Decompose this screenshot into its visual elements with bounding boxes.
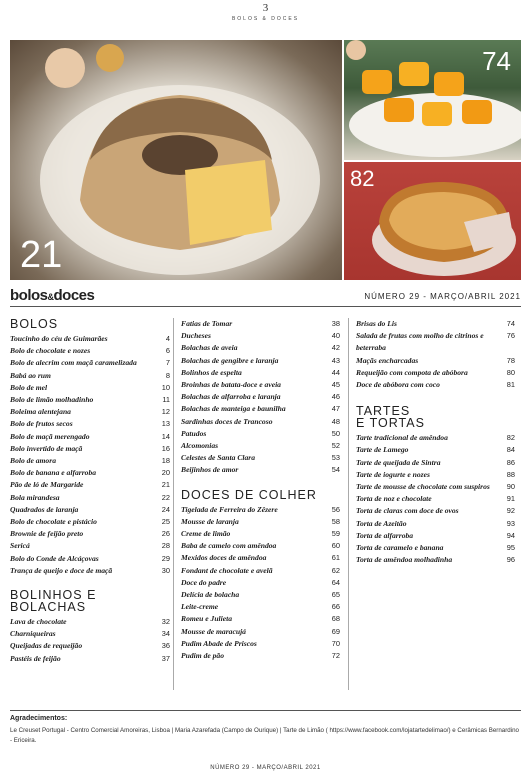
toc-entry-page: 40 (331, 331, 340, 341)
page-footer: NÚMERO 29 - MARÇO/ABRIL 2021 (210, 765, 321, 771)
magazine-logo: bolos&doces (10, 287, 95, 304)
toc-entry-page: 68 (331, 614, 340, 624)
section-title: DOCES DE COLHER (181, 487, 317, 502)
toc-entry-title: Bolo de amora (10, 456, 56, 466)
toc-entry (10, 455, 170, 467)
toc-entry (181, 540, 340, 552)
toc-entry-page: 91 (506, 494, 515, 504)
toc-entry-page: 6 (165, 346, 170, 356)
toc-entry-title: Bolo de mel (10, 382, 48, 392)
toc-entry (10, 418, 170, 430)
toc-entry (356, 518, 515, 530)
toc-entry-page: 45 (331, 380, 340, 390)
toc-entry-page: 13 (161, 419, 170, 429)
toc-entry-title: Beijinhos de amor (181, 465, 239, 475)
toc-entry-title: Ducheses (181, 331, 211, 341)
toc-entry (356, 318, 515, 330)
toc-column-1 (10, 318, 170, 677)
toc-entry-page: 24 (161, 504, 170, 514)
toc-entry-title: Boleima alentejana (10, 407, 71, 417)
toc-entry-page: 34 (161, 629, 170, 639)
toc-entry-page: 64 (331, 577, 340, 587)
toc-entry (10, 640, 170, 652)
toc-entry-page: 10 (161, 382, 170, 392)
toc-entry-page: 42 (331, 343, 340, 353)
toc-entry-title: Delícia de bolacha (181, 590, 240, 600)
issue-label: NÚMERO 29 - MARÇO/ABRIL 2021 (364, 292, 521, 301)
toc-entry-title: Doce de abóbora com coco (356, 380, 440, 390)
toc-entry (356, 330, 515, 354)
toc-entry-title: Mexidos doces de amêndoa (181, 553, 267, 563)
toc-entry (10, 370, 170, 382)
column-divider (348, 318, 349, 690)
toc-entry (181, 504, 340, 516)
section-bolinhos-cont (181, 318, 340, 477)
section-title: BOLINHOS E BOLACHAS (10, 588, 97, 615)
page-ref-number: 82 (350, 166, 375, 191)
toc-entry-page: 60 (331, 541, 340, 551)
toc-entry-page: 4 (165, 334, 170, 343)
toc-entry-page: 47 (331, 404, 340, 414)
toc-list (181, 318, 340, 477)
toc-entry (356, 379, 515, 391)
toc-entry-title: Sardinhas doces de Trancoso (181, 416, 273, 426)
toc-entry-page: 72 (331, 651, 340, 661)
toc-entry (10, 431, 170, 443)
toc-entry-title: Tarte tradicional de amêndoa (356, 433, 448, 443)
toc-entry-title: Tarte de mousse de chocolate com suspiros (356, 482, 490, 492)
toc-entry (181, 428, 340, 440)
toc-entry-title: Tarte de queijada de Sintra (356, 457, 441, 467)
toc-entry-page: 70 (331, 638, 340, 648)
toc-entry-title: Creme de limão (181, 529, 231, 539)
toc-entry-title: Tarte de iogurte e nozes (356, 469, 430, 479)
toc-entry (356, 530, 515, 542)
toc-entry-title: Sericá (10, 541, 30, 551)
acknowledgements-title: Agradecimentos: (10, 715, 68, 722)
masthead (10, 287, 521, 305)
toc-entry-title: Bolo de banana e alfarroba (10, 468, 97, 478)
toc-entry (10, 540, 170, 552)
toc-entry (181, 452, 340, 464)
toc-entry (356, 432, 515, 444)
running-header: BOLOS & DOCES (231, 16, 300, 22)
toc-entry (10, 443, 170, 455)
toc-list (356, 432, 515, 566)
toc-entry-page: 29 (161, 553, 170, 563)
toc-entry (356, 457, 515, 469)
toc-list (10, 616, 170, 665)
toc-entry (10, 504, 170, 516)
toc-entry-page: 43 (331, 355, 340, 365)
toc-entry (181, 577, 340, 589)
toc-entry (181, 318, 340, 330)
toc-entry-page: 18 (161, 456, 170, 466)
toc-entry (356, 444, 515, 456)
toc-entry (181, 367, 340, 379)
toc-entry-page: 37 (161, 653, 170, 663)
toc-entry (181, 416, 340, 428)
toc-entry-title: Celestes de Santa Clara (181, 453, 256, 463)
toc-entry-page: 12 (161, 407, 170, 417)
toc-entry-title: Bolo de limão molhadinho (10, 395, 94, 405)
toc-entry-title: Torta de caramelo e banana (356, 543, 444, 553)
toc-entry-page: 16 (161, 443, 170, 453)
toc-entry-title: Alcomonias (181, 441, 219, 451)
toc-entry-title: Torta de alfarroba (356, 530, 414, 540)
toc-entry (181, 601, 340, 613)
toc-entry-title: Torta de claras com doce de ovos (356, 506, 459, 516)
toc-entry-title: Bolachas de aveia (181, 343, 238, 353)
toc-entry-page: 25 (161, 517, 170, 527)
toc-entry-title: Toucinho do céu de Guimarães (10, 334, 108, 343)
toc-entry-title: Bolo do Conde de Alcáçovas (10, 553, 99, 563)
toc-entry-title: Requeijão com compota de abóbora (356, 367, 468, 377)
toc-entry-title: Brisas do Lis (356, 319, 397, 328)
toc-entry (10, 357, 170, 369)
toc-entry (181, 440, 340, 452)
toc-entry-page: 53 (331, 453, 340, 463)
toc-entry-title: Leite-creme (181, 602, 219, 612)
toc-entry (10, 345, 170, 357)
toc-entry-page: 28 (161, 541, 170, 551)
toc-entry-title: Maçãs encharcadas (356, 355, 419, 365)
page-number: 3 (262, 2, 269, 14)
toc-entry (181, 379, 340, 391)
toc-entry (181, 516, 340, 528)
toc-entry (10, 628, 170, 640)
toc-entry (181, 391, 340, 403)
toc-entry-title: Queijadas de requeijão (10, 641, 83, 651)
tart-photo (344, 162, 521, 280)
toc-entry (181, 565, 340, 577)
toc-entry-page: 44 (331, 367, 340, 377)
toc-entry-title: Charniqueiras (10, 629, 56, 639)
toc-entry-title: Romeu e Julieta (181, 614, 233, 624)
toc-entry-page: 56 (331, 504, 340, 514)
toc-entry-title: Bolo invertido de maçã (10, 443, 83, 453)
toc-entry-title: Torta de noz e chocolate (356, 494, 432, 504)
toc-entry (181, 626, 340, 638)
toc-entry (356, 355, 515, 367)
toc-entry-title: Bolinhos de espelta (181, 367, 242, 377)
toc-entry-title: Bolo de alecrim com maçã caramelizada (10, 358, 137, 368)
toc-list (10, 333, 170, 577)
toc-entry (356, 493, 515, 505)
toc-entry (356, 469, 515, 481)
page-ref-number: 74 (482, 46, 511, 76)
toc-entry-title: Fatias de Tomar (181, 319, 233, 328)
section-bolinhos (10, 589, 170, 665)
toc-entry-page: 96 (506, 555, 515, 565)
toc-entry-title: Pudim Abade de Priscos (181, 638, 257, 648)
toc-entry-title: Bolachas de gengibre e laranja (181, 355, 279, 365)
section-bolos (10, 318, 170, 577)
toc-entry-page: 14 (161, 431, 170, 441)
toc-entry-page: 7 (165, 358, 170, 368)
toc-entry (10, 565, 170, 577)
divider (10, 306, 521, 307)
toc-entry-page: 81 (506, 380, 515, 390)
toc-entry (181, 330, 340, 342)
toc-entry-page: 38 (331, 319, 340, 328)
toc-entry-page: 58 (331, 516, 340, 526)
toc-column-2 (181, 318, 340, 674)
toc-entry-title: Bolachas de manteiga e baunilha (181, 404, 286, 414)
toc-entry-title: Salada de frutas com molho de citrinos e beterraba (356, 331, 484, 353)
section-tartes (356, 405, 515, 566)
toc-entry-title: Quadrados de laranja (10, 504, 79, 514)
divider (10, 710, 521, 711)
toc-entry-page: 90 (506, 482, 515, 492)
toc-entry-title: Mousse de laranja (181, 516, 239, 526)
toc-entry (356, 542, 515, 554)
toc-entry (356, 481, 515, 493)
toc-entry-title: Pão de ló de Margaride (10, 480, 84, 490)
page-ref-number: 21 (20, 234, 63, 276)
toc-entry-title: Bolo de chocolate e pistácio (10, 517, 97, 527)
toc-entry-title: Patudos (181, 428, 207, 438)
section-colher-cont (356, 318, 515, 391)
toc-entry (181, 403, 340, 415)
toc-entry (356, 367, 515, 379)
toc-entry-page: 76 (506, 331, 515, 341)
toc-entry-title: Bolo de frutos secos (10, 419, 73, 429)
toc-list (181, 504, 340, 663)
toc-entry-page: 22 (161, 492, 170, 502)
toc-entry (10, 516, 170, 528)
acknowledgements-text: Le Creuset Portugal - Centro Comercial Amoreiras, Lisboa | Maria Azarefada (Campo de Ourique) | Tarte de Limão ( https://www.facebook.com/lojatartedelimao/) e Cerâmicas Bernardino - Ericeira. (10, 727, 519, 744)
toc-entry-page: 50 (331, 428, 340, 438)
toc-entry-page: 93 (506, 518, 515, 528)
toc-entry-page: 82 (506, 433, 515, 443)
toc-entry (181, 589, 340, 601)
cake-photo (10, 40, 342, 280)
toc-entry (10, 406, 170, 418)
toc-entry-title: Pastéis de feijão (10, 653, 61, 663)
toc-entry (181, 528, 340, 540)
toc-entry (356, 554, 515, 566)
toc-entry (181, 355, 340, 367)
toc-entry-page: 54 (331, 465, 340, 475)
toc-entry-title: Trança de queijo e doce de maçã (10, 565, 113, 575)
toc-entry-title: Torta de amêndoa molhadinha (356, 555, 453, 565)
sweets-photo (344, 40, 521, 160)
toc-entry (181, 342, 340, 354)
toc-entry-title: Lava de chocolate (10, 617, 67, 627)
toc-entry-title: Doce do padre (181, 577, 227, 587)
toc-entry (10, 492, 170, 504)
toc-entry (10, 528, 170, 540)
toc-entry-page: 48 (331, 416, 340, 426)
toc-entry-title: Fondant de chocolate e avelã (181, 565, 273, 575)
toc-entry-title: Babá ao rum (10, 370, 51, 380)
toc-entry-page: 61 (331, 553, 340, 563)
toc-entry-title: Bola mirandesa (10, 492, 60, 502)
toc-column-3 (356, 318, 515, 578)
toc-entry-page: 8 (165, 370, 170, 380)
section-title: TARTES E TORTAS (356, 404, 425, 431)
toc-entry-page: 26 (161, 529, 170, 539)
toc-entry-page: 66 (331, 602, 340, 612)
toc-entry (356, 505, 515, 517)
toc-entry-page: 92 (506, 506, 515, 516)
toc-entry (181, 638, 340, 650)
toc-entry-title: Pudim de pão (181, 651, 225, 661)
toc-entry-page: 86 (506, 457, 515, 467)
toc-entry-title: Torta de Azeitão (356, 518, 407, 528)
toc-entry-title: Bolachas de alfarroba e laranja (181, 392, 281, 402)
toc-entry-title: Brownie de feijão preto (10, 529, 84, 539)
toc-entry-page: 74 (506, 319, 515, 328)
toc-entry (10, 333, 170, 345)
toc-entry-page: 94 (506, 530, 515, 540)
toc-entry-title: Tigelada de Ferreira do Zêzere (181, 504, 278, 514)
toc-entry-page: 62 (331, 565, 340, 575)
section-colher (181, 489, 340, 663)
toc-list (356, 318, 515, 391)
toc-entry-page: 32 (161, 617, 170, 627)
toc-entry (181, 464, 340, 476)
toc-entry-title: Broinhas de batata-doce e aveia (181, 380, 281, 390)
toc-entry (10, 653, 170, 665)
toc-entry-page: 30 (161, 565, 170, 575)
toc-entry-page: 84 (506, 445, 515, 455)
toc-entry-page: 78 (506, 355, 515, 365)
toc-entry (10, 467, 170, 479)
toc-entry (10, 553, 170, 565)
toc-entry (10, 616, 170, 628)
toc-entry-page: 95 (506, 543, 515, 553)
toc-entry-page: 36 (161, 641, 170, 651)
toc-entry (181, 650, 340, 662)
toc-entry-page: 20 (161, 468, 170, 478)
toc-entry-title: Bolo de maçã merengado (10, 431, 90, 441)
toc-entry-page: 80 (506, 367, 515, 377)
toc-entry (181, 613, 340, 625)
toc-entry (181, 552, 340, 564)
toc-entry-title: Tarte de Lamego (356, 445, 409, 455)
toc-entry-page: 88 (506, 469, 515, 479)
toc-entry-page: 65 (331, 590, 340, 600)
toc-entry-page: 59 (331, 529, 340, 539)
toc-entry-title: Mousse de maracujá (181, 626, 246, 636)
toc-entry-page: 46 (331, 392, 340, 402)
toc-entry-page: 69 (331, 626, 340, 636)
toc-entry-page: 21 (161, 480, 170, 490)
toc-entry-page: 52 (331, 441, 340, 451)
toc-entry (10, 382, 170, 394)
toc-entry-page: 11 (162, 395, 170, 405)
toc-entry (10, 479, 170, 491)
toc-entry-title: Baba de camelo com amêndoa (181, 541, 277, 551)
toc-entry (10, 394, 170, 406)
toc-entry-title: Bolo de chocolate e nozes (10, 346, 91, 356)
section-title: BOLOS (10, 317, 59, 331)
column-divider (173, 318, 174, 690)
